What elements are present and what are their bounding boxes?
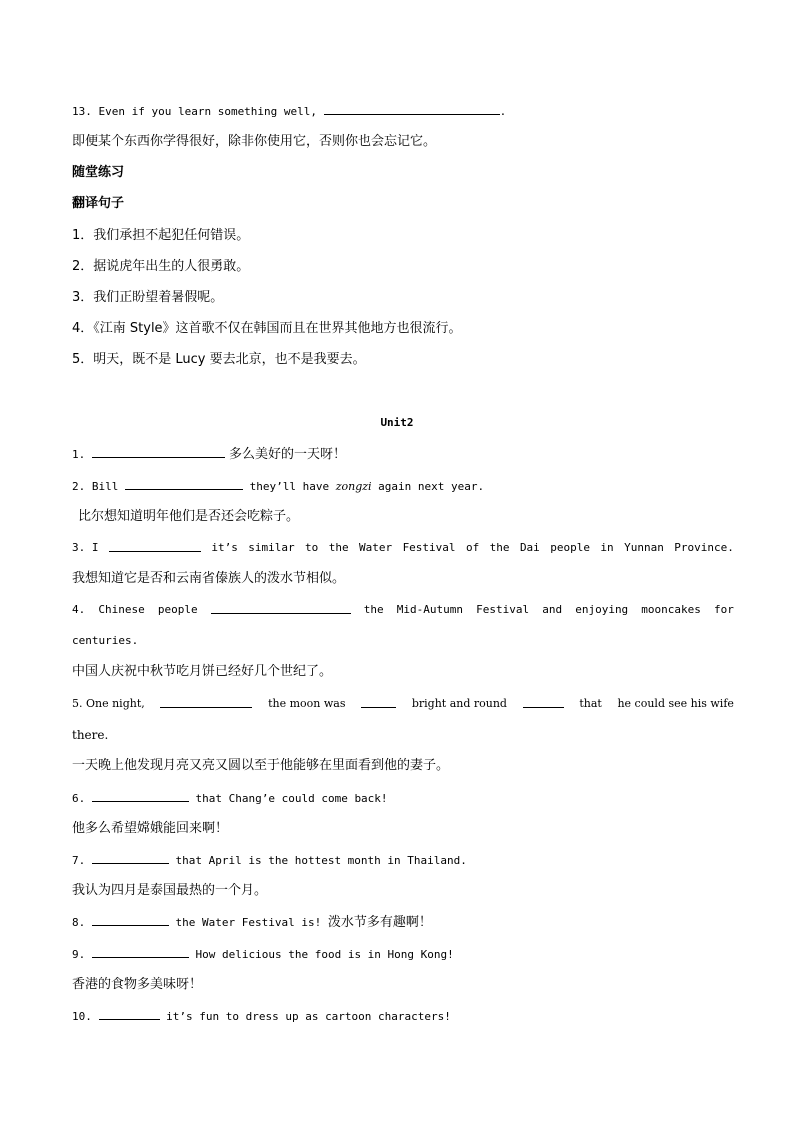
translate-item: 3．我们正盼望着暑假呢。 xyxy=(72,290,224,305)
unit-title: Unit2 xyxy=(380,416,414,429)
translate-item: 5．明天，既不是 Lucy 要去北京，也不是我要去。 xyxy=(72,352,366,367)
u6-translation: 他多么希望嫦娥能回来啊！ xyxy=(72,821,229,836)
u10-line: 10. it’s fun to dress up as cartoon characters! xyxy=(72,1010,451,1023)
u7-line: 7. that April is the hottest month in Thailand. xyxy=(72,854,467,867)
answer-blank[interactable] xyxy=(160,696,252,708)
translate-item: 2．据说虎年出生的人很勇敢。 xyxy=(72,259,250,274)
answer-blank[interactable] xyxy=(211,602,351,614)
u2-translation: 比尔想知道明年他们是否还会吃粽子。 xyxy=(78,509,300,524)
u4-line: 4. Chinese people the Mid-Autumn Festival and enjoying mooncakes for xyxy=(72,603,734,616)
u4-translation: 中国人庆祝中秋节吃月饼已经好几个世纪了。 xyxy=(72,664,333,679)
answer-blank[interactable] xyxy=(92,790,189,802)
practice-heading: 随堂练习 xyxy=(72,165,125,180)
u2-line: 2. Bill they’ll have zongzi again next year. xyxy=(72,480,485,493)
u5-translation: 一天晚上他发现月亮又亮又圆以至于他能够在里面看到他的妻子。 xyxy=(72,758,450,773)
u7-translation: 我认为四月是泰国最热的一个月。 xyxy=(72,883,268,898)
q13-translation: 即便某个东西你学得很好，除非你使用它，否则你也会忘记它。 xyxy=(72,134,437,149)
translate-item: 4．《江南 Style》这首歌不仅在韩国而且在世界其他地方也很流行。 xyxy=(72,321,462,336)
u5-line: 5. One night, the moon was bright and round that he could see his wife xyxy=(72,697,734,710)
answer-blank[interactable] xyxy=(324,103,500,115)
q13-line: 13. Even if you learn something well, . xyxy=(72,105,507,118)
u5-continuation: there. xyxy=(72,728,109,742)
translate-item: 1．我们承担不起犯任何错误。 xyxy=(72,228,250,243)
translate-heading: 翻译句子 xyxy=(72,196,125,211)
answer-blank[interactable] xyxy=(99,1008,160,1020)
u1-line: 1. 多么美好的一天呀！ xyxy=(72,447,347,462)
u6-line: 6. that Chang’e could come back! xyxy=(72,792,388,805)
answer-blank[interactable] xyxy=(125,478,243,490)
u4-continuation: centuries. xyxy=(72,634,139,647)
answer-blank[interactable] xyxy=(92,946,189,958)
answer-blank[interactable] xyxy=(361,696,396,708)
answer-blank[interactable] xyxy=(523,696,564,708)
u9-line: 9. How delicious the food is in Hong Kong! xyxy=(72,948,454,961)
answer-blank[interactable] xyxy=(92,446,225,458)
u3-translation: 我想知道它是否和云南省傣族人的泼水节相似。 xyxy=(72,571,346,586)
answer-blank[interactable] xyxy=(92,914,169,926)
answer-blank[interactable] xyxy=(92,852,169,864)
u9-translation: 香港的食物多美味呀！ xyxy=(72,977,203,992)
answer-blank[interactable] xyxy=(109,540,201,552)
u3-line: 3. I it’s similar to the Water Festival of the Dai people in Yunnan Province. xyxy=(72,541,734,554)
u8-line: 8. the Water Festival is! 泼水节多有趣啊！ xyxy=(72,915,432,930)
